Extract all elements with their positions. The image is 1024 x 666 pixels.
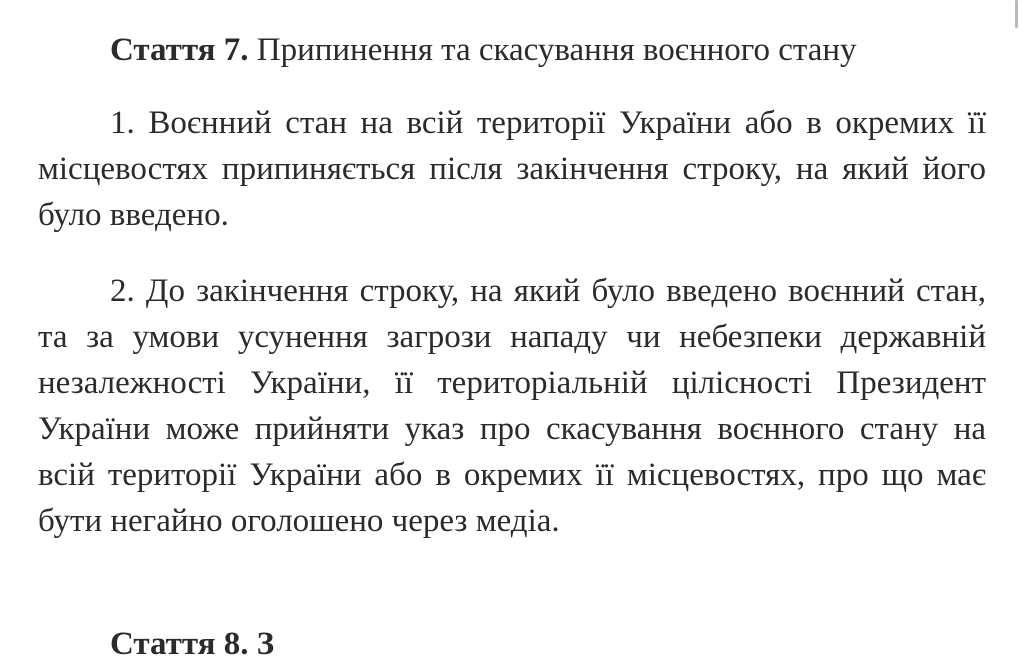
scrollbar-indicator[interactable] — [1015, 0, 1018, 28]
paragraph-2: 2. До закінчення строку, на який було введено воєнний стан, та за умови усунення загрози нападу чи небезпеки державній незалежності України, її територіальній цілісності Президент України може прийняти указ про скасування воєнного стану на всій території України або в окремих її місцевостях, про що має бути негайно оголошено через медіа. — [38, 273, 986, 539]
article-title — [110, 28, 857, 72]
paragraph-1: 1. Воєнний стан на всій території України або в окремих її місцевостях припиняється після закінчення строку, на який його було введено. — [38, 105, 986, 233]
article-number: Стаття 7. — [110, 32, 249, 68]
next-article-heading-partial: Стаття 8. З — [110, 626, 275, 662]
article-heading: Припинення та скасування воєнного стану — [256, 32, 857, 68]
